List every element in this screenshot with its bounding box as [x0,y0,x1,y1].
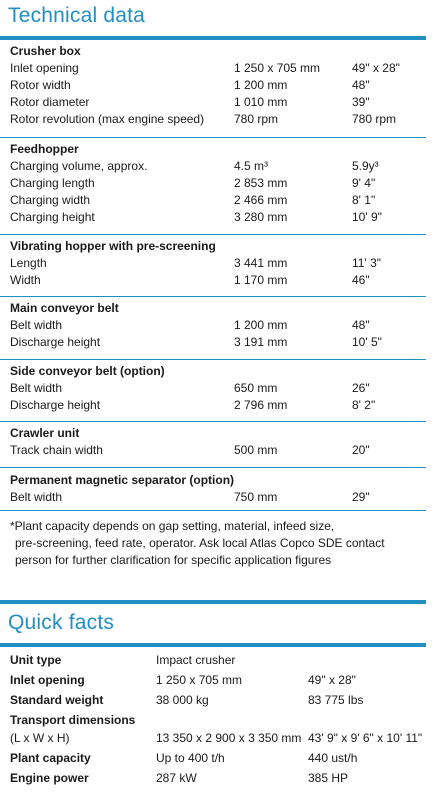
quick-facts-title-rule [0,643,426,647]
spec-metric: 2 853 mm [234,176,288,190]
note-line: person for further clarification for specific application figures [15,553,332,567]
spec-label: Discharge height [10,335,101,349]
quick-fact-label: Inlet opening [10,673,85,687]
spec-imperial: 780 rpm [352,112,397,126]
quick-fact-imperial: 83 775 lbs [308,693,364,707]
spec-label: Belt width [10,381,63,395]
spec-imperial: 48" [352,318,370,332]
spec-label: Inlet opening [10,61,79,75]
section-heading: Crusher box [10,44,81,58]
spec-imperial: 49" x 28" [352,61,400,75]
spec-label: Track chain width [10,443,103,457]
section-heading: Feedhopper [10,142,79,156]
spec-metric: 3 191 mm [234,335,288,349]
spec-label: Charging height [10,210,95,224]
quick-facts-top-rule [0,600,426,604]
spec-imperial: 9' 4" [352,176,376,190]
section-divider [0,137,426,138]
quick-facts-title: Quick facts [8,611,115,634]
section-divider [0,359,426,360]
spec-metric: 2 466 mm [234,193,288,207]
quick-fact-imperial: 440 ust/h [308,751,358,765]
spec-metric: 1 200 mm [234,318,288,332]
quick-fact-label: Engine power [10,771,89,785]
spec-metric: 3 441 mm [234,256,288,270]
section-heading: Vibrating hopper with pre-screening [10,239,216,253]
quick-fact-metric: Up to 400 t/h [156,751,225,765]
spec-row [0,94,426,111]
spec-row [0,209,426,226]
quick-fact-label: Standard weight [10,693,104,707]
spec-label: Rotor diameter [10,95,90,109]
table-bottom-divider [0,510,426,511]
spec-metric: 1 010 mm [234,95,288,109]
spec-imperial: 10' 9" [352,210,382,224]
spec-row [0,111,426,128]
spec-imperial: 46" [352,273,370,287]
quick-fact-row [0,768,426,788]
section-heading: Crawler unit [10,426,80,440]
quick-fact-label: Unit type [10,653,62,667]
spec-metric: 780 rpm [234,112,279,126]
spec-label: Charging length [10,176,95,190]
spec-imperial: 8' 2" [352,398,376,412]
spec-imperial: 39" [352,95,370,109]
quick-fact-imperial: 385 HP [308,771,349,785]
quick-fact-imperial: 49" x 28" [308,673,356,687]
spec-label: Rotor width [10,78,71,92]
section-heading: Main conveyor belt [10,301,119,315]
section-divider [0,467,426,468]
quick-fact-metric: 38 000 kg [156,693,209,707]
quick-fact-metric: 287 kW [156,771,197,785]
spec-imperial: 26" [352,381,370,395]
quick-fact-imperial: 43' 9" x 9' 6" x 10' 11" [308,731,423,745]
spec-row [0,175,426,192]
spec-row [0,334,426,351]
spec-row [0,397,426,414]
spec-imperial: 5.9y³ [352,159,379,173]
spec-row [0,158,426,175]
spec-label: Belt width [10,490,63,504]
section-divider [0,234,426,235]
spec-row [0,489,426,506]
title-rule [0,36,426,40]
spec-metric: 4.5 m³ [234,159,269,173]
spec-label: Discharge height [10,398,101,412]
spec-row [0,192,426,209]
spec-imperial: 20" [352,443,370,457]
note-line: pre-screening, feed rate, operator. Ask local Atlas Copco SDE contact [15,536,385,550]
spec-row [0,442,426,459]
spec-label: Belt width [10,318,63,332]
spec-label: Length [10,256,47,270]
spec-metric: 500 mm [234,443,278,457]
spec-metric: 2 796 mm [234,398,288,412]
spec-metric: 650 mm [234,381,278,395]
quick-fact-label: Plant capacity [10,751,91,765]
spec-metric: 750 mm [234,490,278,504]
quick-fact-row [0,670,426,690]
spec-metric: 3 280 mm [234,210,288,224]
note-line: *Plant capacity depends on gap setting, material, infeed size, [10,519,335,533]
spec-row [0,272,426,289]
section-heading: Side conveyor belt (option) [10,364,165,378]
spec-metric: 1 200 mm [234,78,288,92]
plant-capacity-note [10,518,426,569]
quick-fact-label: (L x W x H) [10,731,70,745]
spec-row [0,380,426,397]
quick-fact-label: Transport dimensions [10,713,136,727]
spec-imperial: 48" [352,78,370,92]
spec-imperial: 11' 3" [352,256,382,270]
spec-metric: 1 170 mm [234,273,288,287]
spec-label: Width [10,273,41,287]
spec-imperial: 10' 5" [352,335,382,349]
spec-row [0,255,426,272]
quick-fact-row [0,690,426,710]
quick-fact-row [0,748,426,768]
quick-fact-row [0,650,426,670]
spec-imperial: 8' 1" [352,193,376,207]
spec-label: Rotor revolution (max engine speed) [10,112,205,126]
spec-label: Charging volume, approx. [10,159,148,173]
spec-metric: 1 250 x 705 mm [234,61,321,75]
quick-fact-row [0,728,426,748]
spec-row [0,317,426,334]
spec-label: Charging width [10,193,91,207]
section-divider [0,296,426,297]
spec-row [0,77,426,94]
technical-data-title: Technical data [8,4,146,27]
spec-row [0,60,426,77]
quick-fact-metric: 1 250 x 705 mm [156,673,243,687]
section-divider [0,421,426,422]
spec-imperial: 29" [352,490,370,504]
quick-fact-metric: 13 350 x 2 900 x 3 350 mm [156,731,302,745]
quick-fact-metric: Impact crusher [156,653,236,667]
quick-fact-row [0,710,426,730]
section-heading: Permanent magnetic separator (option) [10,473,235,487]
